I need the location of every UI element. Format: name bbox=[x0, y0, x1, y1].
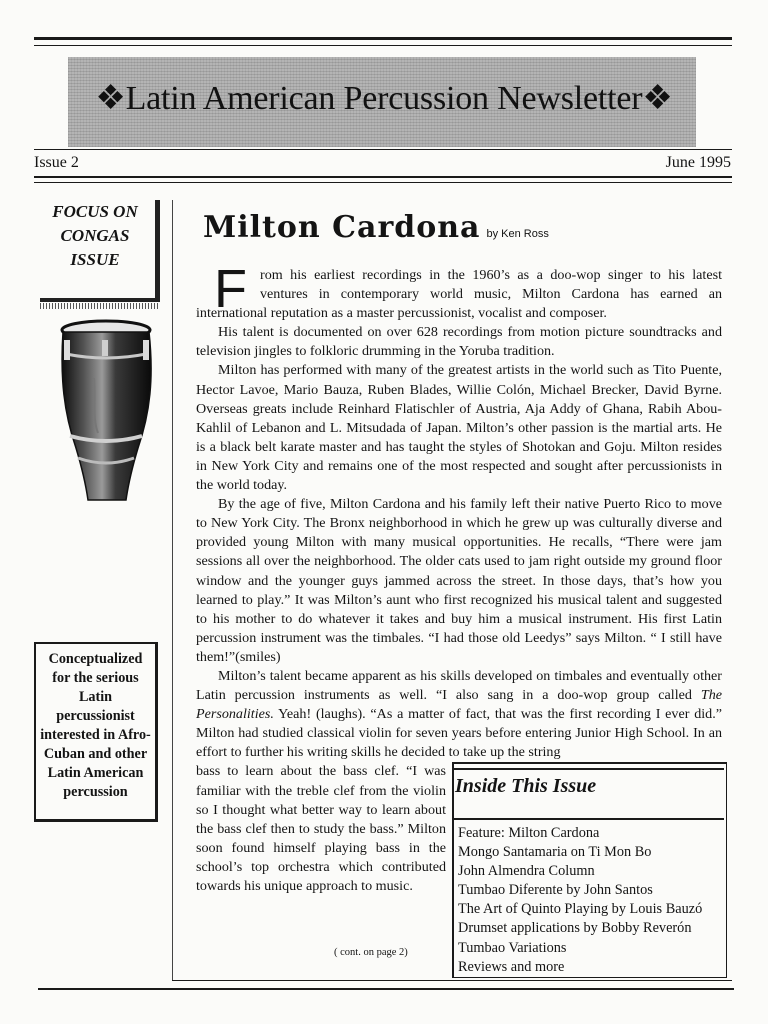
inside-item: Drumset applications by Bobby Reverón bbox=[458, 920, 692, 937]
inside-item: The Art of Quinto Playing by Louis Bauzó bbox=[458, 901, 703, 918]
inside-item: Tumbao Diferente by John Santos bbox=[458, 882, 653, 899]
inside-item: Mongo Santamaria on Ti Mon Bo bbox=[458, 844, 652, 861]
masthead-rule bbox=[34, 149, 732, 150]
lead-line: ventures in contemporary world music, Milton Cardona has earned an bbox=[260, 286, 722, 303]
article-paragraph-continued: bass to learn about the bass clef. “I was familiar with the treble clef from the violin so I thought what better way to learn about the bass clef then to study the bass.” Milton soon found himself playing bass in the school’s top orchestra which contributed towards his unique approach to music. bbox=[196, 763, 446, 894]
newsletter-title: ❖Latin American Percussion Newsletter❖ bbox=[95, 80, 673, 117]
inside-issue-title: Inside This Issue bbox=[455, 775, 597, 797]
lead-line: rom his earliest recordings in the 1960’s as a doo-wop singer to his latest bbox=[260, 267, 722, 283]
concept-line: percussion bbox=[63, 784, 128, 800]
column-divider bbox=[172, 200, 173, 980]
article-paragraph: Milton has performed with many of the greatest artists in the world such as Tito Puente, Hector Lavoe, Mario Bauza, Ruben Blades, Willie Colón, Michael Brecker, David Byrne. Overseas greats include Reinhard Flatischler of Austria, Aja Addy of Ghana, Rabih Abou-Kahlil of Lebanon and L. Mitsudada of Japan. Milton’s other passion is the martial arts. He is a black belt karate master and has taught the styles of Shotokan and Goju. Milton resides in New York City and remains one of the most respected and sought after percussionists in the world today. bbox=[196, 362, 722, 494]
concept-line: Latin bbox=[78, 689, 113, 705]
focus-line: ISSUE bbox=[70, 250, 120, 269]
focus-frame-bottom bbox=[40, 298, 160, 302]
header-rule-2 bbox=[34, 182, 732, 183]
top-rule-thick bbox=[34, 37, 732, 40]
inside-item: John Almendra Column bbox=[458, 863, 595, 880]
inside-rule-top bbox=[454, 768, 724, 770]
concept-box bbox=[34, 642, 158, 822]
bottom-rule-thick bbox=[38, 988, 734, 990]
focus-frame-shadow bbox=[155, 200, 160, 302]
article-paragraph bbox=[196, 667, 722, 762]
bottom-rule-thin bbox=[172, 980, 732, 981]
article-headline bbox=[203, 210, 549, 245]
inside-issue-list bbox=[458, 824, 722, 977]
inside-item: Reviews and more bbox=[458, 958, 565, 975]
focus-line: FOCUS ON bbox=[52, 202, 138, 221]
focus-line: CONGAS bbox=[60, 226, 130, 245]
byline: by Ken Ross bbox=[486, 228, 549, 240]
focus-heading bbox=[36, 200, 154, 272]
inside-rule-mid bbox=[454, 818, 724, 820]
concept-line: percussionist bbox=[56, 708, 135, 724]
conga-drum-icon bbox=[58, 318, 156, 504]
top-rule-thin bbox=[34, 45, 732, 46]
issue-number: Issue 2 bbox=[34, 154, 79, 171]
header-rule-1 bbox=[34, 176, 732, 178]
continued-note: ( cont. on page 2) bbox=[334, 947, 408, 958]
headline-text: Milton Cardona bbox=[203, 210, 481, 245]
inside-item: Tumbao Variations bbox=[458, 939, 567, 956]
concept-line: Cuban and other bbox=[43, 746, 148, 762]
paragraph-text: Milton’s talent became apparent as his skills developed on timbales and eventually other Latin percussion instruments as well. “I also sang in a doo-wop group called bbox=[196, 667, 722, 704]
concept-line: interested in Afro- bbox=[40, 727, 151, 743]
lead-line: international reputation as a master percussionist, vocalist and composer. bbox=[196, 305, 607, 322]
concept-line: Latin American bbox=[47, 765, 144, 781]
inside-item: Feature: Milton Cardona bbox=[458, 825, 600, 841]
decorative-dashes bbox=[40, 303, 160, 309]
article-paragraph: By the age of five, Milton Cardona and his family left their native Puerto Rico to move to New York City. The Bronx neighborhood in which he grew up was culturally diverse and provided young Milton with many musical opportunities. He recalls, “There were jam sessions all over the neighborhood. The older cats used to jam right outside my ground floor window and the younger guys jammed across the street. In those days, that’s how you learned to play.” It was Milton’s aunt who first recognized his musical talent and suggested to his mother to do whatever it takes and buy him a musical instrument. His first Latin percussion instrument was the timbales. “I had those old Leedys” says Milton. “ I still have them!”(smiles) bbox=[196, 496, 722, 665]
article-paragraph: His talent is documented on over 628 recordings from motion picture soundtracks and television jingles to folkloric drumming in the Yoruba tradition. bbox=[196, 324, 722, 360]
concept-line: for the serious bbox=[52, 670, 139, 686]
paragraph-text: Yeah! (laughs). “As a matter of fact, that was the first recording I ever did.” Milton had studied classical violin for seven years before entering Junior High School. In an effort to further his writing skills he decided to take up the string bbox=[196, 706, 722, 761]
drop-cap: F bbox=[214, 259, 247, 319]
issue-date: June 1995 bbox=[665, 154, 731, 171]
concept-line: Conceptualized bbox=[48, 651, 143, 667]
group-name: The Personalities. bbox=[196, 687, 722, 723]
